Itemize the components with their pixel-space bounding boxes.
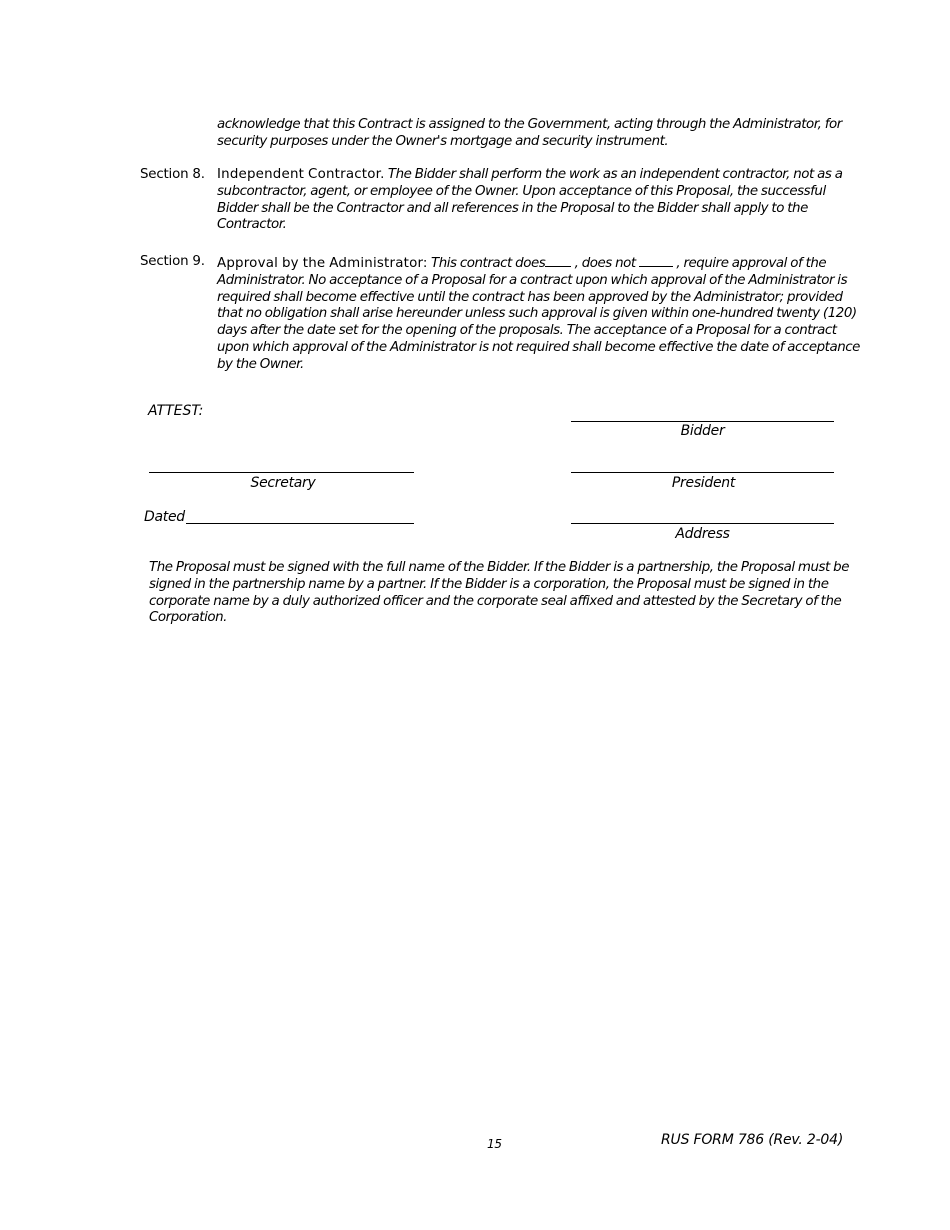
does-require-blank[interactable] xyxy=(545,254,571,267)
section-9-body-part1: This contract does xyxy=(430,256,546,271)
page-number: 15 xyxy=(487,1137,502,1151)
section-9-number: Section 9. xyxy=(140,254,205,269)
section-9-title: Approval by the Administrator: xyxy=(217,256,428,271)
president-signature-line[interactable] xyxy=(571,472,834,473)
dated-line[interactable] xyxy=(186,523,414,524)
dated-label: Dated xyxy=(144,509,185,525)
secretary-signature-line[interactable] xyxy=(149,472,414,473)
form-id: RUS FORM 786 (Rev. 2-04) xyxy=(661,1132,844,1148)
president-label: President xyxy=(671,475,736,491)
section-9-body-part3: , require approval of the Administrator. No acceptance of a Proposal for a contract upon which approval of the Administrator is required shall become effective until the contract has been approved by the Administrator; provided that no obligation shall arise hereunder unless such approval is given within one-hundred twenty (120) days after the date set for the opening of the proposals. The acceptance of a Proposal for a contract upon which approval of the Administrator is not required shall become effective the date of acceptance by the Owner. xyxy=(217,256,860,372)
section-8-body: The Bidder shall perform the work as an independent contractor, not as a subcontractor, agent, or employee of the Owner. Upon acceptance of this Proposal, the successful Bidder shall be the Contractor and all references in the Proposal to the Bidder shall apply to the Contractor. xyxy=(217,167,843,233)
signing-instructions: The Proposal must be signed with the full name of the Bidder. If the Bidder is a partnership, the Proposal must be signed in the partnership name by a partner. If the Bidder is a corporation, the Proposal must be signed in the corporate name by a duly authorized officer and the corporate seal affixed and attested by the Secretary of the Corporation. xyxy=(149,560,850,626)
bidder-signature-line[interactable] xyxy=(571,421,834,422)
bidder-label: Bidder xyxy=(680,423,725,439)
section-9-paragraph xyxy=(217,254,867,374)
section-8-number: Section 8. xyxy=(140,167,205,182)
continuation-paragraph: acknowledge that this Contract is assigned to the Government, acting through the Administrator, for security purposes under the Owner's mortgage and security instrument. xyxy=(217,117,842,149)
address-label: Address xyxy=(675,526,730,542)
secretary-label: Secretary xyxy=(250,475,316,491)
section-8-paragraph xyxy=(217,167,867,234)
attest-label: ATTEST: xyxy=(148,403,204,419)
section-8-title: Independent Contractor. xyxy=(217,167,385,182)
address-line[interactable] xyxy=(571,523,834,524)
section-9-body-part2: , does not xyxy=(574,256,636,271)
does-not-require-blank[interactable] xyxy=(639,254,673,267)
